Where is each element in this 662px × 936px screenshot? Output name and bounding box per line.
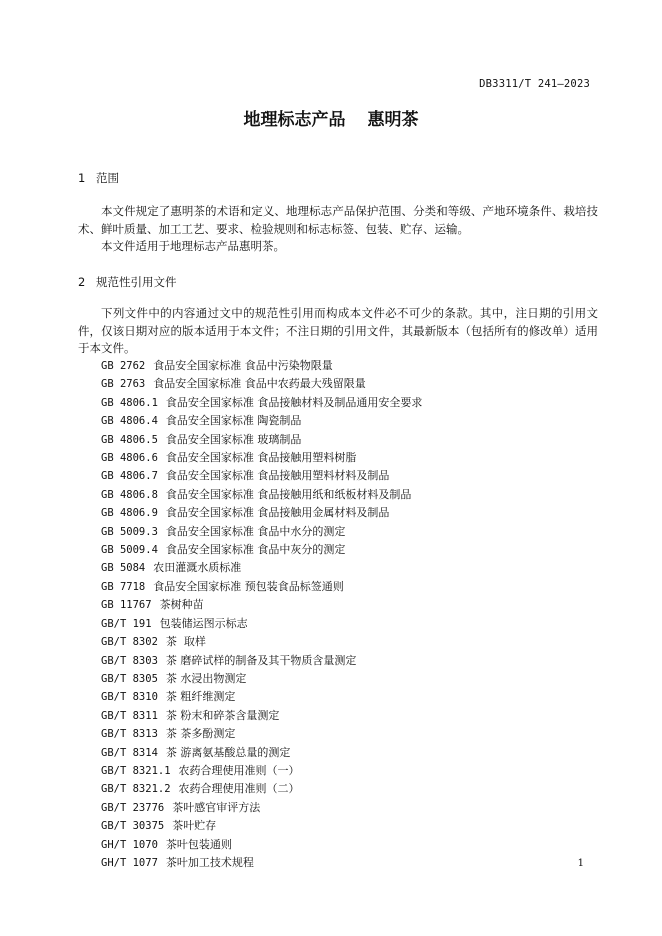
reference-item <box>101 578 422 596</box>
reference-item <box>101 725 422 743</box>
reference-item <box>101 523 422 541</box>
reference-item <box>101 652 422 670</box>
section-1-heading <box>78 170 119 186</box>
title-part-2: 惠明茶 <box>367 110 419 130</box>
reference-code: GB 5009.3 <box>101 525 158 538</box>
reference-title: 茶 取样 <box>165 635 206 649</box>
section-2-number: 2 <box>78 275 86 289</box>
reference-code: GB/T 8311 <box>101 709 158 722</box>
reference-code: GB/T 8302 <box>101 636 158 649</box>
reference-code: GB 4806.1 <box>101 396 158 409</box>
reference-item <box>101 799 422 817</box>
standard-number: DB3311/T 241—2023 <box>479 78 590 90</box>
title-part-1: 地理标志产品 <box>243 110 346 130</box>
applicability-paragraph: 本文件适用于地理标志产品惠明茶。 <box>101 239 285 253</box>
reference-title: 食品安全国家标准 玻璃制品 <box>165 432 302 446</box>
reference-code: GB 7718 <box>101 580 146 593</box>
reference-item <box>101 541 422 559</box>
reference-code: GB 5009.4 <box>101 544 158 557</box>
reference-code: GB/T 8305 <box>101 672 158 685</box>
reference-item <box>101 467 422 485</box>
reference-title: 食品安全国家标准 食品接触用塑料树脂 <box>165 451 357 465</box>
reference-title: 食品安全国家标准 食品中农药最大残留限量 <box>153 377 366 391</box>
reference-title: 食品安全国家标准 食品接触用塑料材料及制品 <box>165 469 390 483</box>
reference-code: GB 4806.8 <box>101 488 158 501</box>
reference-title: 茶叶贮存 <box>172 819 217 833</box>
page-number: 1 <box>577 858 584 869</box>
reference-code: GB 11767 <box>101 599 152 612</box>
reference-code: GB 4806.4 <box>101 415 158 428</box>
reference-title: 茶 游离氨基酸总量的测定 <box>165 745 291 759</box>
reference-code: GB 2763 <box>101 378 146 391</box>
reference-title: 食品安全国家标准 食品接触用纸和纸板材料及制品 <box>165 487 412 501</box>
reference-item <box>101 670 422 688</box>
reference-item <box>101 762 422 780</box>
reference-code: GB 5084 <box>101 562 146 575</box>
reference-title: 食品安全国家标准 陶瓷制品 <box>165 414 302 428</box>
reference-title: 茶 粗纤维测定 <box>165 690 236 704</box>
section-1-title: 范围 <box>96 171 119 185</box>
reference-code: GH/T 1070 <box>101 838 158 851</box>
reference-title: 茶树种苗 <box>159 598 204 612</box>
reference-title: 农药合理使用准则（一） <box>178 763 300 777</box>
reference-code: GB 4806.9 <box>101 507 158 520</box>
reference-code: GB/T 8310 <box>101 691 158 704</box>
section-2-heading <box>78 274 177 290</box>
reference-title: 茶叶包装通则 <box>165 837 232 851</box>
reference-title: 农药合理使用准则（二） <box>178 782 300 796</box>
document-title <box>0 105 662 130</box>
reference-item <box>101 633 422 651</box>
section-2-title: 规范性引用文件 <box>96 275 177 289</box>
section-1-body <box>78 203 598 256</box>
reference-code: GB/T 8321.2 <box>101 783 171 796</box>
reference-item <box>101 615 422 633</box>
reference-code: GB 4806.6 <box>101 452 158 465</box>
reference-item <box>101 596 422 614</box>
reference-item <box>101 412 422 430</box>
reference-item <box>101 707 422 725</box>
reference-item <box>101 559 422 577</box>
reference-item <box>101 449 422 467</box>
reference-item <box>101 394 422 412</box>
reference-item <box>101 744 422 762</box>
reference-title: 食品安全国家标准 预包装食品标签通则 <box>153 579 344 593</box>
reference-item <box>101 817 422 835</box>
section-2-body <box>78 305 598 358</box>
reference-code: GB/T 8314 <box>101 746 158 759</box>
reference-item <box>101 357 422 375</box>
reference-code: GB/T 30375 <box>101 820 165 833</box>
reference-item <box>101 836 422 854</box>
reference-code: GB/T 191 <box>101 617 152 630</box>
reference-title: 茶叶感官审评方法 <box>172 800 261 814</box>
reference-title: 茶 茶多酚测定 <box>165 727 236 741</box>
reference-title: 食品安全国家标准 食品接触材料及制品通用安全要求 <box>165 395 423 409</box>
reference-title: 包装储运图示标志 <box>159 616 248 630</box>
reference-title: 茶 磨碎试样的制备及其干物质含量测定 <box>165 653 357 667</box>
reference-code: GB/T 8321.1 <box>101 764 171 777</box>
reference-title: 食品安全国家标准 食品接触用金属材料及制品 <box>165 506 390 520</box>
scope-paragraph: 本文件规定了惠明茶的术语和定义、地理标志产品保护范围、分类和等级、产地环境条件、栽培技术、鲜叶质量、加工工艺、要求、检验规则和标志标签、包装、贮存、运输。 <box>78 204 598 236</box>
reference-list <box>101 357 422 872</box>
reference-title: 食品安全国家标准 食品中灰分的测定 <box>165 543 346 557</box>
reference-item <box>101 504 422 522</box>
reference-title: 农田灌溉水质标准 <box>153 561 242 575</box>
reference-title: 茶 粉末和碎茶含量测定 <box>165 708 280 722</box>
reference-code: GB/T 8303 <box>101 654 158 667</box>
reference-item <box>101 375 422 393</box>
reference-item <box>101 688 422 706</box>
reference-code: GB 4806.7 <box>101 470 158 483</box>
reference-item <box>101 854 422 872</box>
reference-code: GB 2762 <box>101 360 146 372</box>
section-1-number: 1 <box>78 171 86 185</box>
reference-item <box>101 486 422 504</box>
reference-code: GB/T 23776 <box>101 801 165 814</box>
references-intro: 下列文件中的内容通过文中的规范性引用而构成本文件必不可少的条款。其中，注日期的引用文件，仅该日期对应的版本适用于本文件；不注日期的引用文件，其最新版本（包括所有的修改单）适用于本文件。 <box>78 306 598 355</box>
reference-item <box>101 780 422 798</box>
reference-title: 食品安全国家标准 食品中污染物限量 <box>153 359 333 372</box>
reference-code: GB/T 8313 <box>101 728 158 741</box>
reference-title: 茶 水浸出物测定 <box>165 671 247 685</box>
reference-code: GH/T 1077 <box>101 856 158 869</box>
reference-title: 食品安全国家标准 食品中水分的测定 <box>165 524 346 538</box>
reference-item <box>101 431 422 449</box>
reference-code: GB 4806.5 <box>101 433 158 446</box>
reference-title: 茶叶加工技术规程 <box>165 855 254 869</box>
